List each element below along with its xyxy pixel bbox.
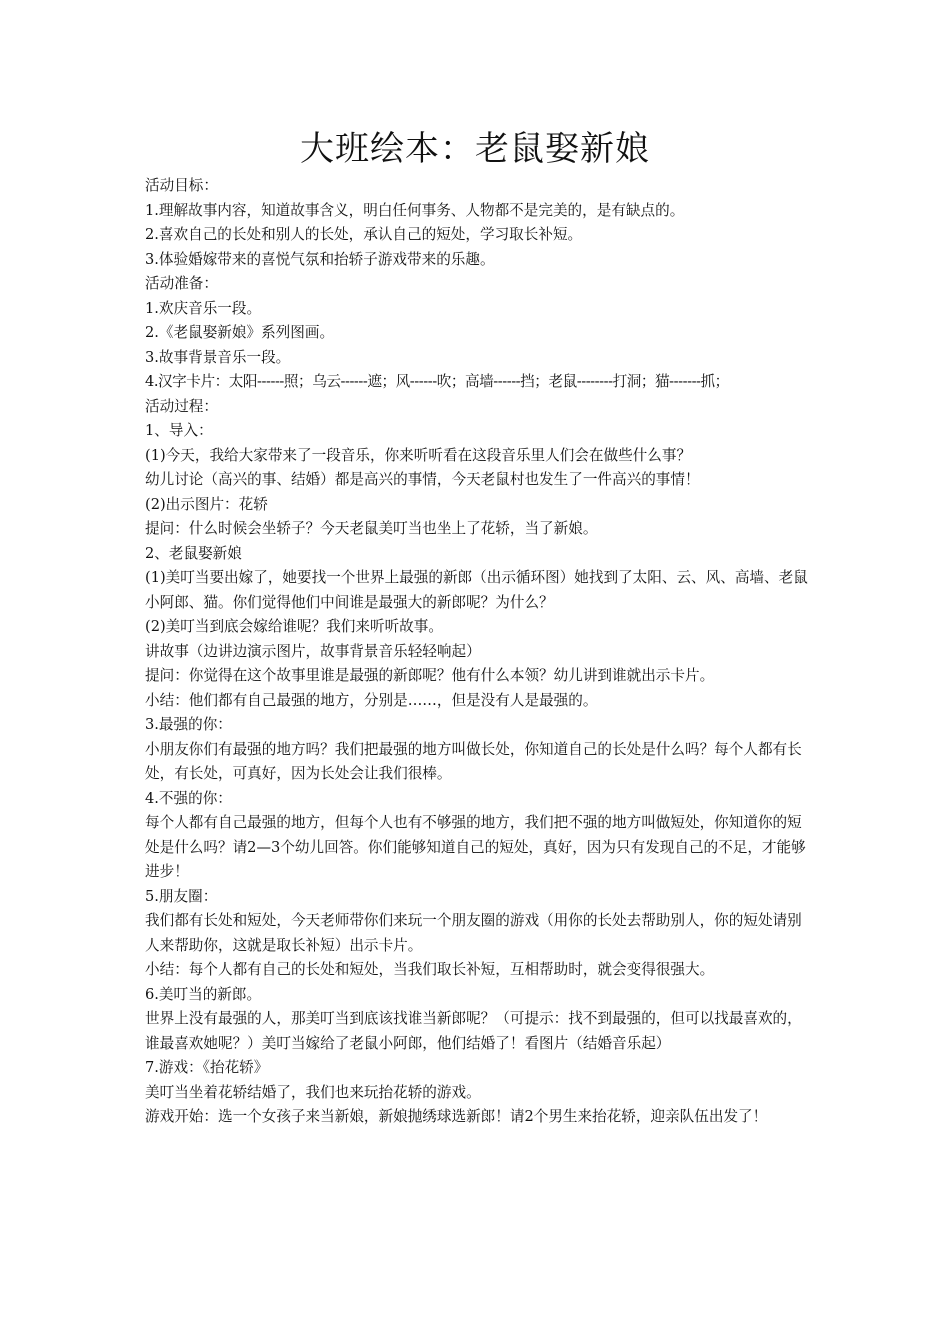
paragraph-line: 7.游戏：《抬花轿》	[145, 1059, 269, 1076]
paragraph-line: 美叮当坐着花轿结婚了，我们也来玩抬花轿的游戏。	[145, 1083, 481, 1101]
paragraph-line: 提问：什么时候会坐轿子？今天老鼠美叮当也坐上了花轿，当了新娘。	[145, 520, 598, 537]
paragraph-line: 小结：每个人都有自己的长处和短处，当我们取长补短，互相帮助时，就会变得很强大。	[145, 961, 715, 978]
paragraph-line: 活动目标：	[145, 177, 218, 194]
paragraph-line: 幼儿讨论（高兴的事、结婚）都是高兴的事情，今天老鼠村也发生了一件高兴的事情！	[145, 471, 700, 488]
paragraph-line: (2)美叮当到底会嫁给谁呢？我们来听听故事。	[145, 618, 443, 635]
paragraph-line: 活动准备：	[145, 275, 218, 292]
paragraph-line: 小结：他们都有自己最强的地方，分别是……，但是没有人是最强的。	[145, 691, 598, 709]
paragraph-line: 小朋友你们有最强的地方吗？我们把最强的地方叫做长处，你知道自己的长处是什么吗？每个人都有长处，有长处，可真好，因为长处会让我们很棒。	[145, 740, 802, 782]
paragraph-line: 2.喜欢自己的长处和别人的长处，承认自己的短处，学习取长补短。	[145, 226, 583, 243]
paragraph-line: (1)今天，我给大家带来了一段音乐，你来听听看在这段音乐里人们会在做些什么事？	[145, 446, 692, 464]
paragraph-line: 3.体验婚嫁带来的喜悦气氛和抬轿子游戏带来的乐趣。	[145, 250, 495, 268]
paragraph-line: 讲故事（边讲边演示图片，故事背景音乐轻轻响起）	[145, 642, 481, 660]
paragraph-line: 2.《老鼠娶新娘》系列图画。	[145, 324, 335, 341]
paragraph-line: 5.朋友圈：	[145, 887, 218, 905]
paragraph-line: 1.欢庆音乐一段。	[145, 299, 262, 317]
paragraph-line: 世界上没有最强的人，那美叮当到底该找谁当新郎呢？（可提示：找不到最强的，但可以找最喜欢的，谁最喜欢她呢？）美叮当嫁给了老鼠小阿郎，他们结婚了！看图片（结婚音乐起）	[145, 1010, 802, 1052]
paragraph-line: 游戏开始：选一个女孩子来当新娘，新娘抛绣球选新郎！请2个男生来抬花轿，迎亲队伍出发了！	[145, 1108, 768, 1125]
paragraph-line: 3.故事背景音乐一段。	[145, 348, 291, 366]
paragraph-line: 4.汉字卡片：太阳------照；乌云------遮；风------吹；高墙------挡；老鼠--------打洞；猫-------抓；	[145, 373, 729, 390]
paragraph-line: 2、老鼠娶新娘	[145, 544, 242, 562]
paragraph-line: 提问：你觉得在这个故事里谁是最强的新郎呢？他有什么本领？幼儿讲到谁就出示卡片。	[145, 667, 715, 684]
paragraph-line: 3.最强的你：	[145, 716, 232, 733]
document-body	[145, 174, 813, 1130]
paragraph-line: (1)美叮当要出嫁了，她要找一个世界上最强的新郎（出示循环图）她找到了太阳、云、风、高墙、老鼠小阿郎、猫。你们觉得他们中间谁是最强大的新郎呢？为什么？	[145, 569, 808, 611]
paragraph-line: 4.不强的你：	[145, 789, 232, 807]
paragraph-line: 6.美叮当的新郎。	[145, 985, 262, 1003]
document-title: 大班绘本：老鼠娶新娘	[300, 129, 650, 169]
paragraph-line: 每个人都有自己最强的地方，但每个人也有不够强的地方，我们把不强的地方叫做短处，你知道你的短处是什么吗？请2—3个幼儿回答。你们能够知道自己的短处，真好，因为只有发现自己的不足，才能够进步！	[145, 814, 806, 880]
paragraph-line: 活动过程：	[145, 397, 218, 415]
paragraph-line: 我们都有长处和短处，今天老师带你们来玩一个朋友圈的游戏（用你的长处去帮助别人，你的短处请别人来帮助你，这就是取长补短）出示卡片。	[145, 912, 802, 954]
paragraph-line: 1.理解故事内容，知道故事含义，明白任何事务、人物都不是完美的，是有缺点的。	[145, 201, 685, 219]
paragraph-line: 1、导入：	[145, 422, 213, 439]
paragraph-line: (2)出示图片：花轿	[145, 495, 268, 513]
